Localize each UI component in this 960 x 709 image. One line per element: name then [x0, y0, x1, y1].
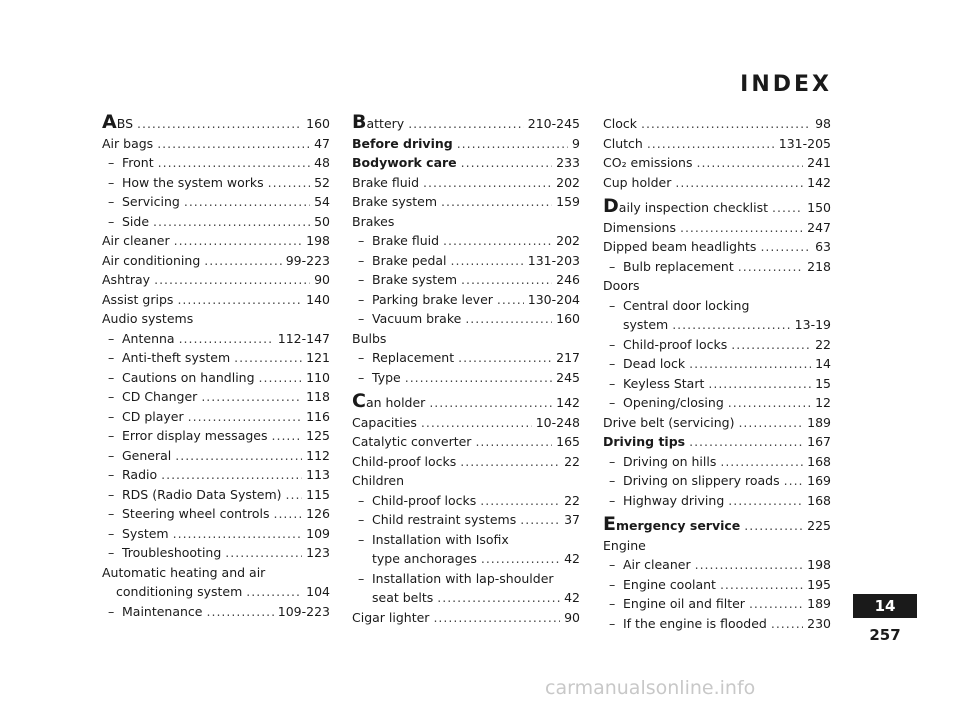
index-entry-page: 42	[564, 551, 580, 566]
index-entry-label: – If the engine is flooded	[609, 615, 767, 631]
leader-dots	[728, 393, 811, 413]
index-entry-page: 198	[306, 233, 330, 248]
index-entry-label: Can holder	[352, 390, 426, 412]
index-entry	[102, 251, 330, 271]
index-entry	[603, 393, 831, 413]
index-entry-label: – Brake system	[358, 272, 458, 287]
index-entry-label: Battery	[352, 111, 405, 133]
index-entry-page: 123	[306, 545, 330, 560]
leader-dots	[720, 575, 803, 595]
index-entry-page: 50	[314, 213, 330, 229]
index-entry	[603, 296, 831, 335]
leader-dots	[728, 491, 803, 511]
index-entry-page: 140	[306, 291, 330, 307]
index-entry-page: 98	[815, 116, 831, 131]
index-entry-page: 168	[807, 453, 831, 469]
leader-dots	[647, 134, 775, 154]
index-entry	[603, 452, 831, 472]
index-entry-label: – Brake pedal	[358, 252, 447, 268]
index-entry	[603, 354, 831, 374]
index-entry	[603, 413, 831, 433]
index-entry	[102, 368, 330, 388]
index-entry-label: – Parking brake lever	[358, 291, 493, 307]
index-entry-page: 22	[564, 492, 580, 508]
index-entry-label: – Child-proof locks	[358, 492, 477, 508]
index-entry-label: Automatic heating and air	[102, 564, 266, 580]
index-entry	[603, 614, 831, 634]
leader-dots	[175, 446, 302, 466]
index-entry	[352, 530, 580, 569]
index-entry-page: 14	[815, 356, 831, 371]
index-entry-label: – Installation with Isofix	[358, 531, 509, 547]
index-entry-label: – Troubleshooting	[108, 545, 222, 560]
index-heading: Engine	[603, 537, 646, 553]
index-entry	[102, 231, 330, 251]
index-entry-page: 189	[807, 414, 831, 430]
index-entry-label: – General	[108, 447, 172, 463]
index-entry-label: – Anti-theft system	[108, 350, 231, 365]
index-entry-label: – System	[108, 525, 169, 541]
index-entry-label: – CD player	[108, 408, 184, 424]
index-entry-page: 110	[306, 369, 330, 385]
index-entry	[603, 575, 831, 595]
index-entry	[352, 173, 580, 193]
leader-dots	[272, 426, 303, 446]
leader-dots	[137, 114, 302, 134]
index-entry-page: 90	[564, 609, 580, 625]
index-entry-page: 225	[807, 518, 831, 533]
index-entry	[102, 212, 330, 232]
index-entry-label: – RDS (Radio Data System)	[108, 486, 282, 502]
index-entry-label: Child-proof locks	[352, 453, 457, 469]
leader-dots	[460, 452, 560, 472]
index-entry	[102, 465, 330, 485]
index-entry-label: Air cleaner	[102, 233, 170, 248]
index-entry-page: 217	[556, 350, 580, 365]
index-entry-label-continued: conditioning system	[116, 584, 243, 599]
index-entry-page: 48	[314, 155, 330, 170]
index-entry-page: 54	[314, 194, 330, 209]
index-entry-page: 130-204	[527, 291, 580, 307]
index-entry-label: Daily inspection checklist	[603, 195, 769, 217]
leader-dots	[153, 212, 310, 232]
index-entry-label: Bodywork care	[352, 155, 457, 170]
index-entry-label: – Maintenance	[108, 603, 203, 619]
index-entry-label: – Driving on slippery roads	[609, 473, 780, 488]
leader-dots	[207, 602, 274, 622]
leader-dots	[201, 387, 302, 407]
index-entry	[102, 329, 330, 349]
leader-dots	[784, 471, 804, 491]
leader-dots	[772, 198, 803, 218]
index-heading: Audio systems	[102, 311, 194, 326]
index-entry	[102, 485, 330, 505]
leader-dots	[749, 594, 803, 614]
index-entry-label: – Type	[358, 369, 401, 385]
leader-dots	[672, 315, 790, 335]
leader-dots	[771, 614, 803, 634]
leader-dots	[695, 555, 804, 575]
index-entry	[102, 602, 330, 622]
index-entry-label: Dimensions	[603, 219, 676, 235]
index-entry-page: 142	[556, 395, 580, 410]
index-entry	[603, 195, 831, 218]
index-entry-page: 169	[807, 473, 831, 488]
index-entry	[102, 270, 330, 290]
index-letter: B	[352, 111, 367, 133]
leader-dots	[157, 134, 310, 154]
index-entry	[102, 426, 330, 446]
leader-dots	[433, 608, 560, 628]
index-entry-label: – Child-proof locks	[609, 336, 728, 352]
index-entry-label: – Engine coolant	[609, 576, 716, 592]
index-entry-label: – Highway driving	[609, 492, 725, 508]
index-entry-page: 125	[306, 428, 330, 443]
index-entry-label: – Central door locking	[609, 297, 750, 313]
leader-dots	[641, 114, 811, 134]
leader-dots	[461, 270, 552, 290]
index-entry-label: Catalytic converter	[352, 434, 472, 449]
index-entry-label: – Bulb replacement	[609, 258, 734, 274]
index-entry-label: Capacities	[352, 414, 417, 430]
index-entry	[603, 134, 831, 154]
index-entry	[352, 290, 580, 310]
index-entry	[102, 134, 330, 154]
index-entry	[352, 111, 580, 134]
index-letter: C	[352, 390, 366, 412]
index-entry-label: – Air cleaner	[609, 557, 691, 572]
index-heading: Doors	[603, 278, 640, 293]
index-entry-page: 104	[306, 584, 330, 599]
leader-dots	[738, 257, 803, 277]
index-entry-page: 131-203	[527, 252, 580, 268]
index-entry-page: 109	[306, 525, 330, 541]
index-entry-page: 131-205	[778, 135, 831, 151]
index-letter: E	[603, 513, 616, 535]
index-entry	[352, 309, 580, 329]
index-entry-page: 90	[314, 272, 330, 287]
leader-dots	[720, 452, 803, 472]
index-entry-label: Driving tips	[603, 434, 686, 449]
index-entry-label-continued: seat belts	[372, 590, 434, 605]
leader-dots	[286, 485, 303, 505]
index-entry-page: 202	[556, 233, 580, 248]
index-entry-label: Brake system	[352, 194, 438, 209]
leader-dots	[443, 231, 552, 251]
leader-dots	[234, 348, 302, 368]
index-entry-page: 202	[556, 174, 580, 190]
index-entry-page: 126	[306, 506, 330, 521]
leader-dots	[174, 231, 303, 251]
index-column-1	[102, 111, 330, 621]
index-entry-page: 198	[807, 557, 831, 572]
index-entry-label: Cup holder	[603, 174, 672, 190]
index-entry-label: Cigar lighter	[352, 609, 430, 625]
index-entry	[352, 569, 580, 608]
index-entry	[352, 510, 580, 530]
index-entry-label: CO₂ emissions	[603, 155, 693, 170]
chapter-tab: 14	[853, 594, 917, 618]
index-entry-label: Clock	[603, 116, 637, 131]
index-entry-page: 15	[815, 375, 831, 391]
index-entry	[603, 114, 831, 134]
index-heading: Bulbs	[352, 330, 387, 346]
index-entry	[603, 594, 831, 614]
index-entry	[352, 390, 580, 413]
index-entry-label-continued: type anchorages	[372, 551, 477, 566]
index-letter: A	[102, 111, 117, 133]
index-entry-page: 10-248	[535, 414, 580, 430]
leader-dots	[731, 335, 811, 355]
index-entry-page: 52	[314, 174, 330, 190]
index-entry	[352, 270, 580, 290]
leader-dots	[161, 465, 302, 485]
index-entry-label: – Engine oil and filter	[609, 596, 745, 611]
leader-dots	[408, 114, 524, 134]
index-entry-label: Drive belt (servicing)	[603, 414, 735, 430]
index-entry-page: 189	[807, 596, 831, 611]
index-entry	[603, 513, 831, 536]
index-entry-label: – Radio	[108, 467, 158, 482]
index-entry-page: 165	[556, 434, 580, 449]
index-entry	[102, 111, 330, 134]
index-entry-page: 47	[314, 135, 330, 151]
index-entry	[352, 192, 580, 212]
index-entry-label: – Servicing	[108, 194, 180, 209]
index-entry-page: 42	[564, 590, 580, 605]
index-entry-label: – Side	[108, 213, 150, 229]
index-entry-page: 195	[807, 576, 831, 592]
index-column-2	[352, 111, 580, 627]
leader-dots	[246, 582, 302, 602]
index-entry-label: – Child restraint systems	[358, 512, 517, 527]
index-entry-label: – Cautions on handling	[108, 369, 255, 385]
index-entry	[603, 173, 831, 193]
index-letter: D	[603, 195, 619, 217]
index-entry	[603, 153, 831, 173]
leader-dots	[177, 290, 302, 310]
index-entry-label: – Keyless Start	[609, 375, 705, 391]
index-entry	[352, 153, 580, 173]
leader-dots	[497, 290, 524, 310]
index-entry-page: 13-19	[794, 317, 831, 332]
index-entry	[603, 555, 831, 575]
leader-dots	[441, 192, 552, 212]
index-entry-page: 245	[556, 369, 580, 385]
index-entry-label: – Error display messages	[108, 428, 268, 443]
index-entry	[102, 192, 330, 212]
index-entry-page: 230	[807, 615, 831, 631]
watermark: carmanualsonline.info	[545, 677, 756, 699]
index-entry-label: – Antenna	[108, 330, 175, 346]
index-entry	[603, 471, 831, 491]
index-entry	[102, 543, 330, 563]
leader-dots	[696, 153, 803, 173]
index-entry-label: Dipped beam headlights	[603, 239, 757, 254]
index-entry	[102, 504, 330, 524]
index-entry-page: 160	[556, 311, 580, 326]
index-entry-label: – CD Changer	[108, 389, 198, 404]
index-heading: Brakes	[352, 213, 395, 229]
index-entry-label: Assist grips	[102, 291, 174, 307]
index-column-3	[603, 114, 831, 633]
index-entry-page: 168	[807, 492, 831, 508]
leader-dots	[423, 173, 552, 193]
index-entry-page: 218	[807, 258, 831, 274]
page-title: INDEX	[740, 72, 832, 97]
leader-dots	[689, 354, 811, 374]
index-entry-label: – Opening/closing	[609, 395, 724, 410]
leader-dots	[437, 588, 560, 608]
index-entry-label: Clutch	[603, 135, 643, 151]
leader-dots	[458, 348, 552, 368]
index-entry-label: – Brake fluid	[358, 233, 440, 248]
leader-dots	[429, 393, 552, 413]
index-entry	[603, 432, 831, 452]
index-entry-page: 241	[807, 155, 831, 170]
index-entry-page: 37	[564, 512, 580, 527]
leader-dots	[421, 413, 532, 433]
index-entry-page: 142	[807, 174, 831, 190]
index-entry	[352, 134, 580, 154]
index-entry	[603, 237, 831, 257]
index-entry-label: – Vacuum brake	[358, 311, 462, 326]
leader-dots	[475, 432, 552, 452]
leader-dots	[480, 491, 560, 511]
leader-dots	[173, 524, 303, 544]
leader-dots	[158, 153, 310, 173]
leader-dots	[259, 368, 303, 388]
leader-dots	[465, 309, 552, 329]
index-entry	[102, 563, 330, 602]
index-entry-page: 112-147	[277, 330, 330, 346]
index-entry-label: Brake fluid	[352, 174, 420, 190]
index-entry	[352, 348, 580, 368]
index-entry	[102, 524, 330, 544]
index-entry-label: – Installation with lap-shoulder	[358, 570, 554, 586]
index-entry	[352, 608, 580, 628]
leader-dots	[204, 251, 281, 271]
leader-dots	[461, 153, 552, 173]
leader-dots	[273, 504, 302, 524]
index-entry-page: 63	[815, 239, 831, 254]
index-entry-label: Emergency service	[603, 513, 741, 535]
leader-dots	[154, 270, 310, 290]
index-entry-label: ABS	[102, 111, 134, 133]
index-entry	[352, 251, 580, 271]
index-entry-page: 159	[556, 194, 580, 209]
leader-dots	[184, 192, 310, 212]
index-entry-page: 160	[306, 116, 330, 131]
index-entry-page: 116	[306, 408, 330, 424]
index-entry	[352, 413, 580, 433]
index-heading: Children	[352, 473, 405, 488]
leader-dots	[451, 251, 524, 271]
index-entry	[352, 452, 580, 472]
index-entry	[603, 218, 831, 238]
index-entry-page: 22	[564, 453, 580, 469]
index-entry-label: – How the system works	[108, 174, 264, 190]
index-entry-page: 113	[306, 467, 330, 482]
index-entry-page: 12	[815, 395, 831, 410]
page-number: 257	[869, 626, 901, 644]
leader-dots	[225, 543, 302, 563]
index-entry-label: Before driving	[352, 135, 453, 151]
index-entry-label-continued: system	[623, 317, 669, 332]
leader-dots	[457, 134, 568, 154]
leader-dots	[738, 413, 803, 433]
index-entry-page: 118	[306, 389, 330, 404]
index-entry-label: – Front	[108, 155, 154, 170]
index-entry	[352, 368, 580, 388]
index-entry-label: – Driving on hills	[609, 453, 717, 469]
index-entry-page: 22	[815, 336, 831, 352]
index-entry	[352, 231, 580, 251]
index-entry	[102, 153, 330, 173]
index-entry	[102, 348, 330, 368]
index-entry	[102, 407, 330, 427]
index-entry	[102, 387, 330, 407]
index-entry-page: 99-223	[285, 252, 330, 268]
leader-dots	[405, 368, 552, 388]
leader-dots	[179, 329, 274, 349]
index-entry-page: 150	[807, 200, 831, 215]
index-entry-page: 112	[306, 447, 330, 463]
index-entry-label: – Replacement	[358, 350, 455, 365]
leader-dots	[268, 173, 310, 193]
index-entry-label: – Dead lock	[609, 356, 686, 371]
index-entry-page: 167	[807, 434, 831, 449]
leader-dots	[760, 237, 811, 257]
leader-dots	[481, 549, 560, 569]
leader-dots	[188, 407, 303, 427]
index-entry-page: 109-223	[277, 603, 330, 619]
index-entry	[603, 374, 831, 394]
leader-dots	[675, 173, 803, 193]
index-entry	[352, 432, 580, 452]
index-entry-page: 233	[556, 155, 580, 170]
index-entry-page: 246	[556, 272, 580, 287]
index-entry	[352, 491, 580, 511]
leader-dots	[744, 516, 803, 536]
leader-dots	[708, 374, 811, 394]
index-entry-page: 210-245	[527, 116, 580, 131]
index-entry-label: Air bags	[102, 135, 154, 151]
leader-dots	[680, 218, 803, 238]
index-entry-page: 115	[306, 486, 330, 502]
index-entry	[102, 290, 330, 310]
leader-dots	[689, 432, 803, 452]
index-entry-page: 9	[572, 135, 580, 151]
index-entry-label: – Steering wheel controls	[108, 506, 270, 521]
index-entry-label: Air conditioning	[102, 252, 201, 268]
index-entry	[102, 446, 330, 466]
index-entry	[102, 173, 330, 193]
index-entry	[603, 257, 831, 277]
index-entry-page: 121	[306, 350, 330, 365]
index-entry	[603, 491, 831, 511]
leader-dots	[520, 510, 560, 530]
index-entry-label: Ashtray	[102, 272, 151, 287]
index-entry-page: 247	[807, 219, 831, 235]
index-entry	[603, 335, 831, 355]
